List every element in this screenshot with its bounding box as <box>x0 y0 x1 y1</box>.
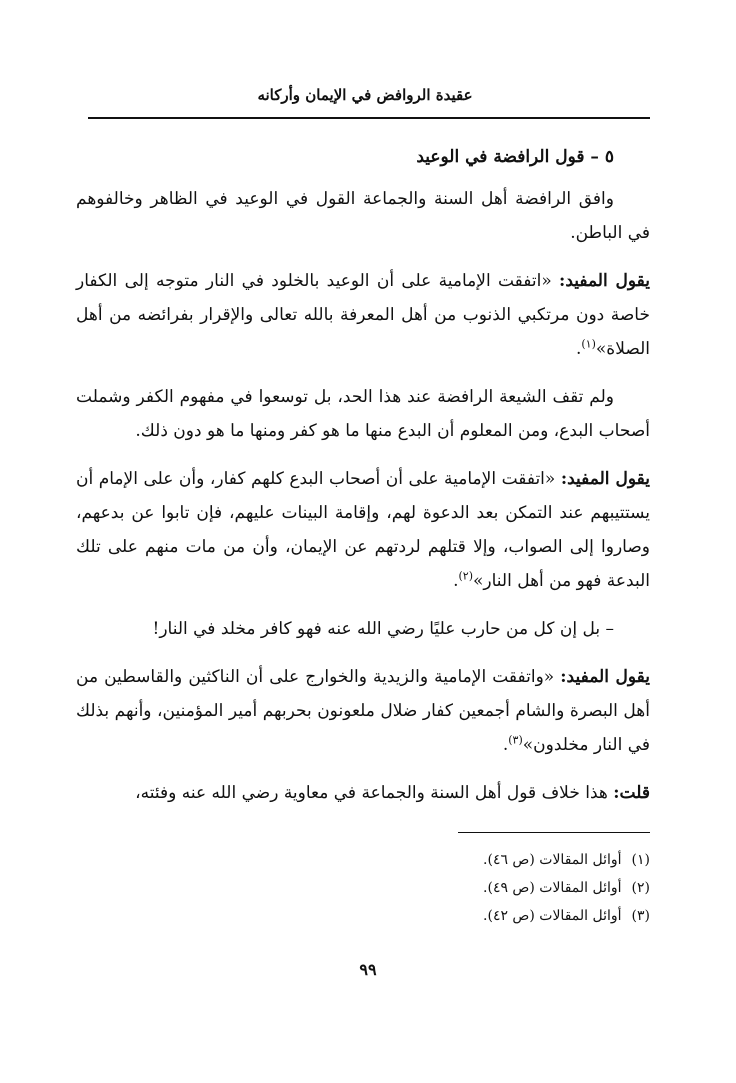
header-rule <box>88 117 650 119</box>
footnote-text: أوائل المقالات (ص ٤٩). <box>483 880 622 896</box>
paragraph-tail: . <box>575 339 582 359</box>
footnote-rule <box>458 832 650 833</box>
paragraph-3 <box>76 380 650 448</box>
footnote-number: (٢) <box>631 880 650 896</box>
paragraph-text: «اتفقت الإمامية على أن الوعيد بالخلود في النار متوجه إلى الكفار خاصة دون مرتكبي الذنوب من أهل المعرفة بالله تعالى والإقرار بفرائضه من أهل الصلاة» <box>76 271 650 359</box>
paragraph-text: هذا خلاف قول أهل السنة والجماعة في معاوية رضي الله عنه وفئته، <box>135 783 614 803</box>
body-text <box>76 140 650 824</box>
paragraph-text: – بل إن كل من حارب عليًا رضي الله عنه فهو كافر مخلد في النار! <box>152 619 614 639</box>
footnote-item <box>300 846 650 874</box>
paragraph-lead: يقول المفيد: <box>560 469 651 489</box>
paragraph-4 <box>76 462 650 598</box>
footnote-ref-2: (٢) <box>458 569 473 583</box>
paragraph-tail: . <box>453 571 459 591</box>
paragraph-text: «واتفقت الإمامية والزيدية والخوارج على أن الناكثين والقاسطين من أهل البصرة والشام أجمعين كفار ضلال ملعونون بحربهم أمير المؤمنين، وأنهم بذلك في النار مخلدون» <box>76 667 650 755</box>
paragraph-text: «اتفقت الإمامية على أن أصحاب البدع كلهم كفار، وأن على الإمام أن يستتيبهم عند التمكن بعد الدعوة لهم، وإقامة البينات عليهم، فإن تابوا عن بدعهم، وصاروا إلى الصواب، وإلا قتلهم لردتهم عن الإيمان، وأن من مات منهم على تلك البدعة فهو من أهل النار» <box>76 469 650 591</box>
footnotes <box>300 846 650 930</box>
paragraph-7 <box>76 776 650 810</box>
paragraph-text: ولم تقف الشيعة الرافضة عند هذا الحد، بل توسعوا في مفهوم الكفر وشملت أصحاب البدع، ومن المعلوم أن البدع منها ما هو كفر ومنها ما هو دون ذلك. <box>76 387 650 441</box>
paragraph-2 <box>76 264 650 366</box>
paragraph-5 <box>76 612 650 646</box>
paragraph-text: وافق الرافضة أهل السنة والجماعة القول في الوعيد في الظاهر وخالفوهم في الباطن. <box>76 189 650 243</box>
footnote-number: (٣) <box>631 908 650 924</box>
paragraph-6 <box>76 660 650 762</box>
section-heading: ٥ – قول الرافضة في الوعيد <box>416 147 614 167</box>
paragraph-lead: يقول المفيد: <box>559 271 650 291</box>
footnote-item <box>300 874 650 902</box>
paragraph-lead: يقول المفيد: <box>560 667 650 687</box>
footnote-number: (١) <box>631 852 650 868</box>
footnote-ref-3: (٣) <box>508 733 523 747</box>
page-number: ٩٩ <box>359 960 377 979</box>
footnote-text: أوائل المقالات (ص ٤٢). <box>483 908 622 924</box>
running-header: عقيدة الروافض في الإيمان وأركانه <box>257 86 473 104</box>
footnote-item <box>300 902 650 930</box>
paragraph-1 <box>76 182 650 250</box>
footnote-text: أوائل المقالات (ص ٤٦). <box>483 852 622 868</box>
footnote-ref-1: (١) <box>581 337 596 351</box>
paragraph-tail: . <box>502 735 509 755</box>
paragraph-lead: قلت: <box>613 783 650 803</box>
